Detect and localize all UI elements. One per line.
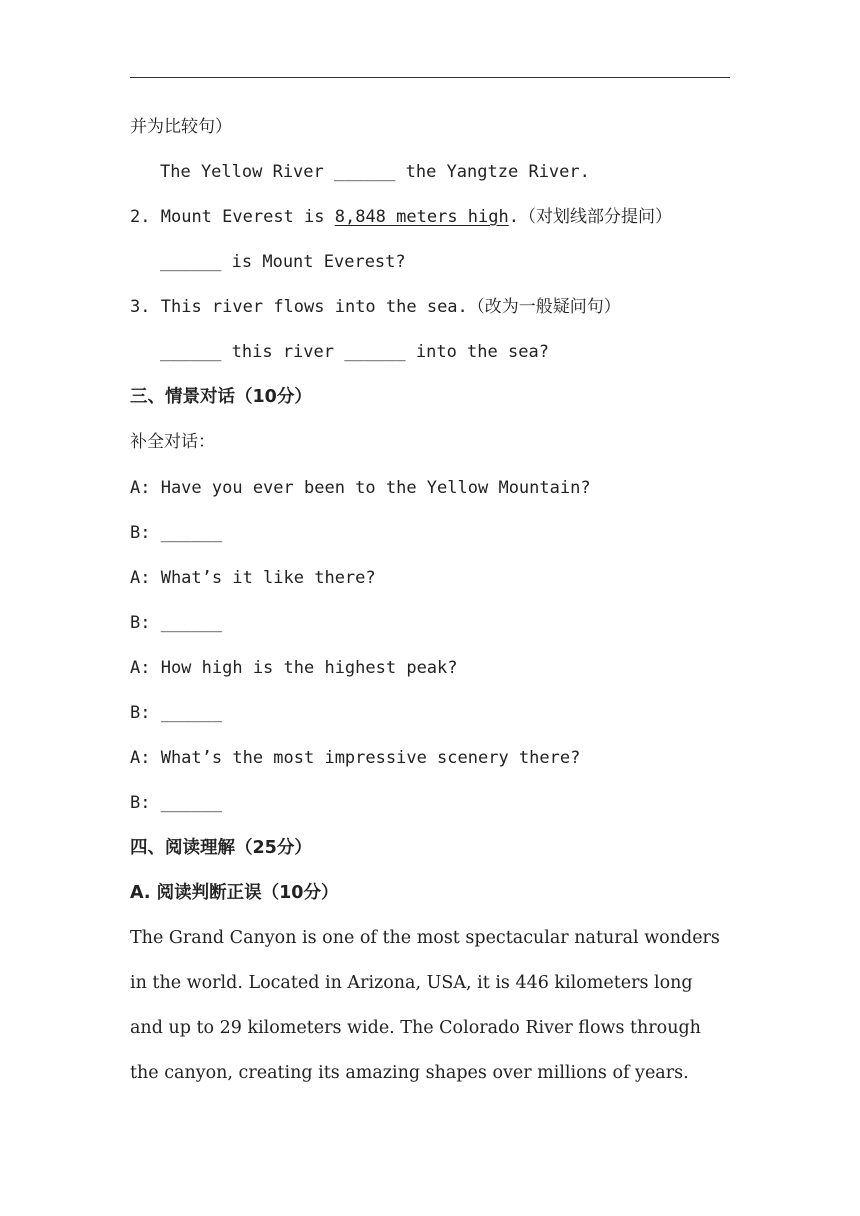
section-4a-heading: A. 阅读判断正误（10分）: [130, 883, 339, 903]
section-4-heading: 四、阅读理解（25分）: [130, 838, 312, 858]
dialogue-line: A: How high is the highest peak?: [130, 658, 458, 678]
header-rule: [130, 77, 730, 78]
passage-line: the canyon, creating its amazing shapes over millions of years.: [130, 1063, 689, 1083]
section-3-heading: 三、情景对话（10分）: [130, 387, 312, 407]
passage-line: in the world. Located in Arizona, USA, it is 446 kilometers long: [130, 973, 693, 993]
dialogue-line: A: Have you ever been to the Yellow Mountain?: [130, 478, 591, 498]
dialogue-line: B: ______: [130, 613, 223, 633]
q2-period: .: [508, 207, 519, 227]
dialogue-line: B: ______: [130, 793, 223, 813]
dialogue-line: B: ______: [130, 703, 223, 723]
section-3-instruction: 补全对话：: [130, 432, 215, 452]
question-2: [130, 206, 672, 228]
q2-text: Mount Everest is: [160, 207, 335, 227]
dialogue-line: B: ______: [130, 523, 223, 543]
q3-answer-line: ______ this river ______ into the sea?: [160, 342, 549, 362]
q3-instruction: （改为一般疑问句）: [467, 297, 621, 317]
dialogue-line: A: What’s the most impressive scenery there?: [130, 748, 581, 768]
q3-number: 3.: [130, 297, 151, 317]
passage-line: The Grand Canyon is one of the most spectacular natural wonders: [130, 928, 720, 948]
passage-line: and up to 29 kilometers wide. The Colorado River flows through: [130, 1018, 701, 1038]
q1-instruction-tail: 并为比较句）: [130, 117, 232, 137]
q2-underlined-part: 8,848 meters high: [334, 207, 509, 227]
q2-number: 2.: [130, 207, 151, 227]
dialogue-line: A: What’s it like there?: [130, 568, 376, 588]
q2-answer-line: ______ is Mount Everest?: [160, 252, 406, 272]
q1-answer-line: The Yellow River ______ the Yangtze River.: [160, 162, 590, 182]
q3-text: This river flows into the sea.: [160, 297, 468, 317]
q2-instruction: （对划线部分提问）: [518, 207, 672, 227]
question-3: [130, 296, 621, 318]
